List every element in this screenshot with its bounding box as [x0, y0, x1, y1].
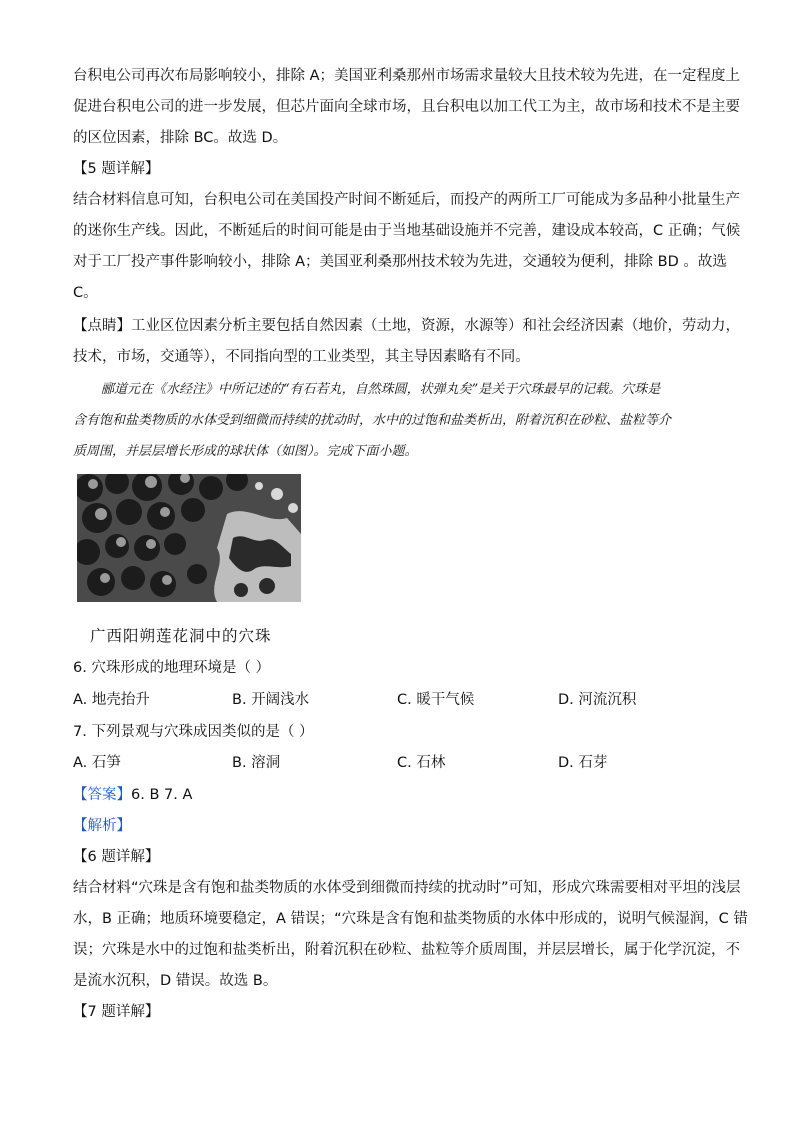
q7-option-b: B. 溶洞	[232, 755, 281, 771]
text-line: 含有饱和盐类物质的水体受到细微而持续的扰动时，水中的过饱和盐类析出，附着沉积在砂粒、盐粒等介	[73, 413, 672, 428]
text-line: 的区位因素，排除 BC。故选 D。	[73, 130, 288, 146]
dianjing-text: 工业区位因素分析主要包括自然因素（土地，资源，水源等）和社会经济因素（地价，劳动力，	[131, 318, 740, 334]
q7-option-c: C. 石林	[397, 755, 446, 771]
photo-caption: 广西阳朔莲花洞中的穴珠	[90, 627, 272, 645]
text-line: 结合材料“穴珠是含有饱和盐类物质的水体受到细微而持续的扰动时”可知，形成穴珠需要相对平坦的浅层	[73, 880, 741, 896]
heading-q5-detail: 【5 题详解】	[73, 161, 160, 177]
text-line: 结合材料信息可知，台积电公司在美国投产时间不断延后，而投产的两所工厂可能成为多品种小批量生产	[73, 192, 740, 208]
answer-text: 6. B 7. A	[131, 787, 193, 803]
q6-option-c: C. 暖干气候	[397, 692, 475, 708]
cave-pearl-photo	[77, 474, 301, 602]
heading-q6-detail: 【6 题详解】	[73, 849, 160, 865]
text-line: 技术，市场，交通等），不同指向型的工业类型，其主导因素略有不同。	[73, 349, 530, 365]
paragraph-q4-continuation	[73, 61, 741, 154]
q7-option-d: D. 石芽	[558, 755, 608, 771]
text-line: 水，B 正确；地质环境要稳定，A 错误；“穴珠是含有饱和盐类物质的水体中形成的，说明气候湿润，C 错	[73, 911, 748, 927]
q6-option-d: D. 河流沉积	[558, 692, 637, 708]
text-line: 台积电公司再次布局影响较小，排除 A；美国亚利桑那州市场需求量较大且技术较为先进，在一定程度上	[73, 68, 741, 84]
q6-option-b: B. 开阔浅水	[232, 692, 310, 708]
question-6-stem: 6. 穴珠形成的地理环境是（ ）	[73, 660, 271, 676]
text-line: 的迷你生产线。因此，不断延后的时间可能是由于当地基础设施并不完善，建设成本较高，C 正确；气候	[73, 223, 741, 239]
text-line: 质周围，并层层增长形成的球状体（如图）。完成下面小题。	[73, 444, 418, 459]
question-7-stem: 7. 下列景观与穴珠成因类似的是（ ）	[73, 724, 314, 740]
cave-pearl-image	[77, 474, 301, 602]
text-line: 对于工厂投产事件影响较小，排除 A；美国亚利桑那州技术较为先进，交通较为便利，排除 BD 。故选	[73, 254, 727, 270]
text-line: 误；穴珠是水中的过饱和盐类析出，附着沉积在砂粒、盐粒等介质周围，并层层增长，属于化学沉淀，不	[73, 942, 740, 958]
answer-line	[73, 780, 192, 811]
text-line	[73, 311, 740, 342]
q6-option-a: A. 地壳抬升	[73, 692, 150, 708]
q7-option-a: A. 石笋	[73, 755, 121, 771]
text-line: 促进台积电公司的进一步发展，但芯片面向全球市场，且台积电以加工代工为主，故市场和技术不是主要	[73, 99, 740, 115]
material-passage	[73, 374, 723, 467]
text-line: C。	[73, 285, 98, 301]
paragraph-q6-explanation	[73, 873, 748, 997]
paragraph-dianjing	[73, 311, 740, 373]
heading-q7-detail: 【7 题详解】	[73, 1004, 160, 1020]
text-line: 郦道元在《水经注》中所记述的“有石若丸，自然珠圆，状弹丸矣”是关于穴珠最早的记载。穴珠是	[101, 382, 661, 397]
paragraph-q5-explanation	[73, 185, 741, 309]
text-line: 是流水沉积，D 错误。故选 B。	[73, 973, 278, 989]
analysis-label: 【解析】	[73, 818, 131, 834]
dianjing-label: 【点睛】	[73, 318, 131, 334]
answer-label: 【答案】	[73, 787, 131, 803]
